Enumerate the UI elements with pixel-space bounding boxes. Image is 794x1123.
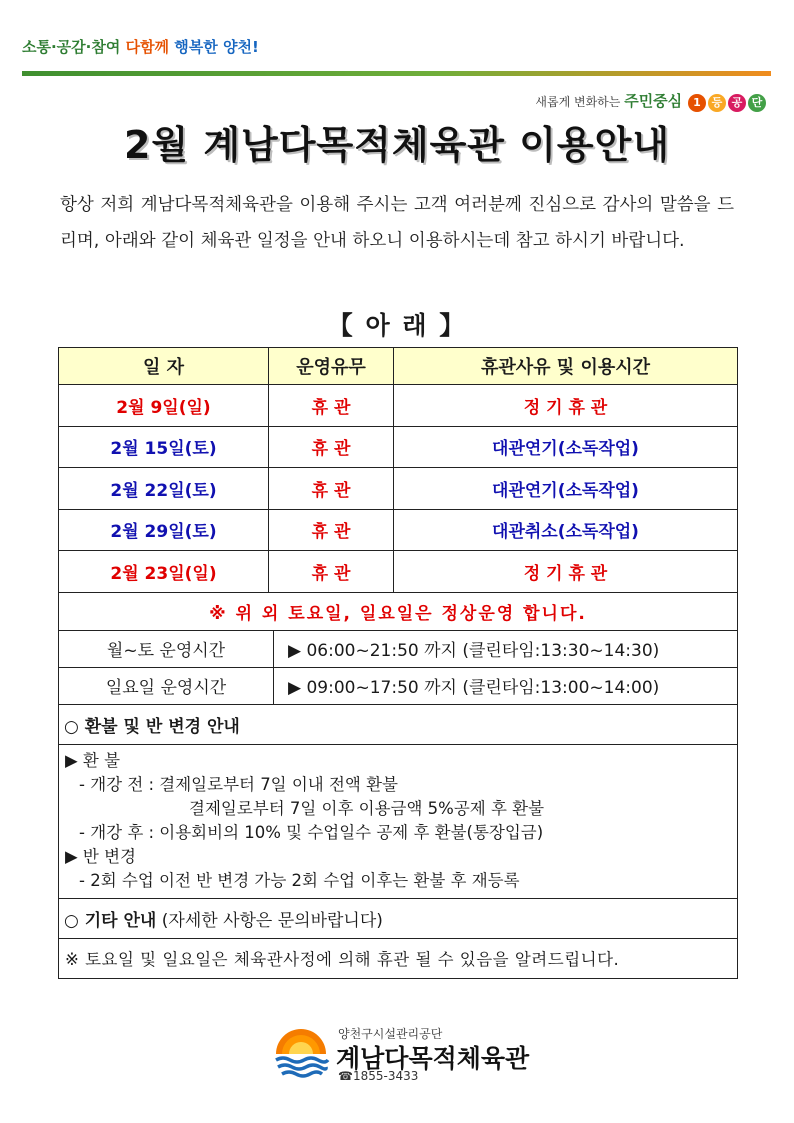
sun-wave-icon [272,1024,330,1084]
footer-logo [272,1024,532,1088]
hours-row [59,667,738,704]
refund-line: - 개강 후 : 이용회비의 10% 및 수업일수 공제 후 환불(통장입금) [79,822,544,842]
etc-note: (자세한 사항은 문의바랍니다) [161,910,383,931]
footer-phone: ☎1855-3433 [338,1069,419,1083]
refund-line: - 2회 수업 이전 반 변경 가능 2회 수업 이후는 환불 후 재등록 [79,870,520,890]
motto-strong: 주민중심 [624,92,683,110]
row-reason: 대관취소(소독작업) [394,509,738,551]
slogan [22,36,259,57]
table-row [59,426,738,468]
hours-value: ▶ 06:00~21:50 까지 (클린타임:13:30~14:30) [274,630,738,667]
hours-value: ▶ 09:00~17:50 까지 (클린타임:13:00~14:00) [274,667,738,704]
hours-row [59,630,738,667]
motto-circle-3: 공 [728,94,746,112]
slogan-part2: 다함께 [125,38,170,56]
table-header-row [59,348,738,385]
slogan-part1: 소통·공감·참여 [22,38,121,56]
normal-operation-notice: ※ 위 외 토요일, 일요일은 정상운영 합니다. [59,592,738,630]
row-reason: 정 기 휴 관 [394,385,738,427]
table-row [59,551,738,593]
motto-small: 새롭게 변화하는 [535,95,621,109]
row-reason: 대관연기(소독작업) [394,426,738,468]
refund-details-row [59,744,738,898]
footer-center-name: 계남다목적체육관 [336,1044,530,1073]
row-date: 2월 29일(토) [59,509,269,551]
etc-row [59,898,738,938]
row-date: 2월 15일(토) [59,426,269,468]
footer-org: 양천구시설관리공단 [338,1027,443,1041]
row-date: 2월 23일(일) [59,551,269,593]
motto-circle-4: 단 [748,94,766,112]
final-note-row [59,938,738,978]
etc-cell [59,898,738,938]
row-date: 2월 22일(토) [59,468,269,510]
refund-title-row [59,704,738,744]
normal-operation-notice-row [59,592,738,630]
table-row [59,385,738,427]
row-reason: 정 기 휴 관 [394,551,738,593]
final-note: ※ 토요일 및 일요일은 체육관사정에 의해 휴관 될 수 있음을 알려드립니다. [59,938,738,978]
hours-label: 월~토 운영시간 [59,630,274,667]
header-status: 운영유무 [269,348,394,385]
intro-paragraph: 항상 저희 계남다목적체육관을 이용해 주시는 고객 여러분께 진심으로 감사의 말씀을 드리며, 아래와 같이 체육관 일정을 안내 하오니 이용하시는데 참고 하시기 바랍니다. [60,195,734,251]
row-date: 2월 9일(일) [59,385,269,427]
header-reason: 휴관사유 및 이용시간 [394,348,738,385]
page-title: 2월 계남다목적체육관 이용안내 [123,123,671,167]
refund-line: - 개강 전 : 결제일로부터 7일 이내 전액 환불 [79,774,398,794]
motto-circle-2: 등 [708,94,726,112]
row-status: 휴 관 [269,468,394,510]
refund-line: ▶ 반 변경 [65,846,136,866]
refund-title: ○ 환불 및 반 변경 안내 [64,716,240,737]
row-status: 휴 관 [269,426,394,468]
motto-circle-1: 1 [688,94,706,112]
header-date: 일 자 [59,348,269,385]
etc-title: ○ 기타 안내 [64,910,157,931]
motto [535,90,766,112]
row-reason: 대관연기(소독작업) [394,468,738,510]
refund-line: ▶ 환 불 [65,750,121,770]
hours-label: 일요일 운영시간 [59,667,274,704]
header-divider [22,71,771,76]
refund-line: 결제일로부터 7일 이후 이용금액 5%공제 후 환불 [189,798,545,818]
slogan-part3: 행복한 양천! [174,38,259,56]
row-status: 휴 관 [269,551,394,593]
table-row [59,509,738,551]
refund-title-cell [59,704,738,744]
table-row [59,468,738,510]
row-status: 휴 관 [269,385,394,427]
refund-details [59,744,738,898]
row-status: 휴 관 [269,509,394,551]
section-heading: 【 아 래 】 [327,311,467,340]
schedule-table [58,347,738,979]
